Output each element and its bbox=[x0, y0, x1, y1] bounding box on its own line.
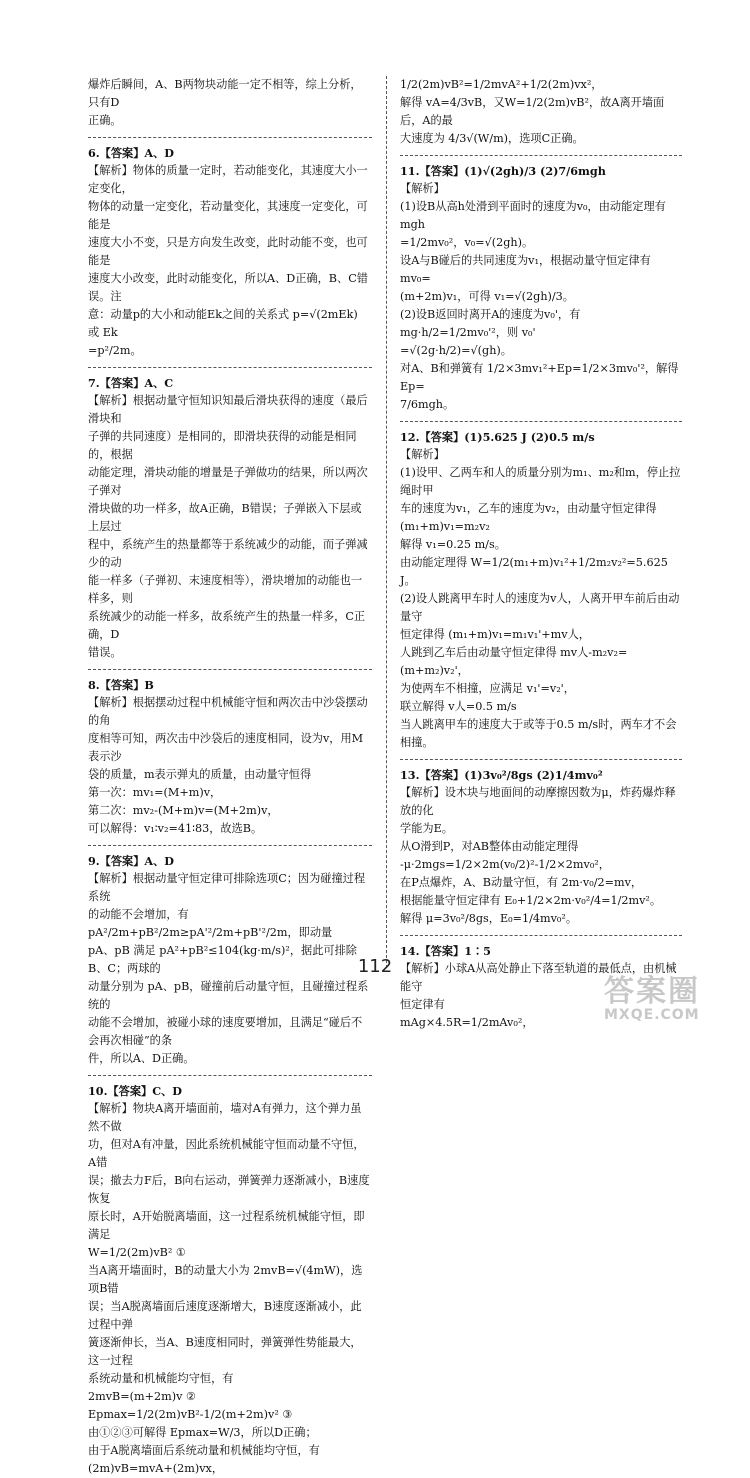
text-line: 解得 μ=3v₀²/8gs，E₀=1/4mv₀²。 bbox=[400, 912, 578, 925]
text-line: 程中，系统产生的热量都等于系统减少的动能，而子弹减少的动 bbox=[88, 538, 368, 569]
page-number: 112 bbox=[357, 956, 393, 977]
text-line: 由动能定理得 W=1/2(m₁+m)v₁²+1/2m₂v₂²=5.625 J。 bbox=[400, 556, 668, 587]
section-divider bbox=[88, 137, 372, 138]
text-line: 【解析】根据动量守恒知识知最后滑块获得的速度（最后滑块和 bbox=[88, 394, 368, 425]
text-line: 能一样多（子弹初、末速度相等），滑块增加的动能也一样多，则 bbox=[88, 574, 363, 605]
text-line: 1/2(2m)vB²=1/2mvA²+1/2(2m)vx²， bbox=[400, 78, 603, 91]
text-line: -μ·2mgs=1/2×2m(v₀/2)²-1/2×2mv₀²， bbox=[400, 858, 610, 871]
text-line: 【解析】根据动量守恒定律可排除选项C；因为碰撞过程系统 bbox=[88, 872, 366, 903]
question-8 bbox=[88, 676, 372, 838]
right-column bbox=[400, 76, 682, 1032]
text-line: 当人跳离甲车的速度大于或等于0.5 m/s时，两车才不会相撞。 bbox=[400, 718, 677, 749]
question-6 bbox=[88, 144, 372, 360]
intro-block bbox=[88, 76, 372, 130]
text-line: 解得 v₁=0.25 m/s。 bbox=[400, 538, 506, 551]
text-line: 滑块做的功一样多，故A正确，B错误；子弹嵌入下层或上层过 bbox=[88, 502, 362, 533]
text-line: 动量分别为 pA、pB，碰撞前后动量守恒，且碰撞过程系统的 bbox=[88, 980, 369, 1011]
watermark-url: MXQE.COM bbox=[604, 1007, 700, 1023]
text-line: (2)设人跳离甲车时人的速度为v人，人离开甲车前后由动量守 bbox=[400, 592, 680, 623]
text-line: 错误。 bbox=[88, 646, 122, 659]
answer-line: 7.【答案】A、C bbox=[88, 376, 174, 390]
text-line: 意：动量p的大小和动能Ek之间的关系式 p=√(2mEk) 或 Ek bbox=[88, 308, 358, 339]
text-line: 误；撤去力F后，B向右运动，弹簧弹力逐渐减小，B速度恢复 bbox=[88, 1174, 370, 1205]
text-line: 动能不会增加，被碰小球的速度要增加，且满足“碰后不会再次相碰”的条 bbox=[88, 1016, 363, 1047]
answer-line: 13.【答案】(1)3v₀²/8gs (2)1/4mv₀² bbox=[400, 768, 603, 782]
text-line: 第一次：mv₁=(M+m)v， bbox=[88, 786, 222, 799]
question-11 bbox=[400, 162, 682, 414]
text-line: 的动能不会增加，有 pA²/2m+pB²/2m≥pA'²/2m+pB'²/2m，即动量 bbox=[88, 908, 333, 939]
text-line: 【解析】物块A离开墙面前，墙对A有弹力，这个弹力虽然不做 bbox=[88, 1102, 362, 1133]
question-13 bbox=[400, 766, 682, 928]
text-line: (m+2m)v₁，可得 v₁=√(2gh)/3。 bbox=[400, 290, 574, 303]
watermark-logo bbox=[604, 974, 744, 1023]
text-line: =p²/2m。 bbox=[88, 344, 142, 357]
text-line: 可以解得：v₁∶v₂=41∶83，故选B。 bbox=[88, 822, 263, 835]
text-line: Epmax=1/2(2m)vB²-1/2(m+2m)v² ③ bbox=[88, 1408, 293, 1421]
text-line: 在P点爆炸，A、B动量守恒，有 2m·v₀/2=mv， bbox=[400, 876, 643, 889]
text-line: 系统动量和机械能均守恒，有 bbox=[88, 1372, 234, 1385]
text-line: 第二次：mv₂-(M+m)v=(M+2m)v， bbox=[88, 804, 279, 817]
section-divider bbox=[88, 367, 372, 368]
section-divider bbox=[88, 669, 372, 670]
text-line: 根据能量守恒定律有 E₀+1/2×2m·v₀²/4=1/2mv²。 bbox=[400, 894, 662, 907]
text-line: 解得 vA=4/3vB，又W=1/2(2m)vB²，故A离开墙面后，A的最 bbox=[400, 96, 665, 127]
text-line: 子弹的共同速度）是相同的，即滑块获得的动能是相同的，根据 bbox=[88, 430, 357, 461]
text-line: pA、pB 满足 pA²+pB²≤104(kg·m/s)²，据此可排除B、C；两球的 bbox=[88, 944, 357, 975]
text-line: 动能定理，滑块动能的增量是子弹做功的结果，所以两次子弹对 bbox=[88, 466, 368, 497]
text-line: 度相等可知，两次击中沙袋后的速度相同，设为v，用M表示沙 bbox=[88, 732, 364, 763]
text-line: =1/2mv₀²，v₀=√(2gh)。 bbox=[400, 236, 534, 249]
text-line: 由①②③可解得 Epmax=W/3，所以D正确； bbox=[88, 1426, 317, 1439]
text-line: 7/6mgh。 bbox=[400, 398, 455, 411]
answer-line: 14.【答案】1∶5 bbox=[400, 944, 491, 958]
text-line: W=1/2(2m)vB² ① bbox=[88, 1246, 186, 1259]
section-divider bbox=[88, 845, 372, 846]
column-divider bbox=[386, 76, 387, 968]
text-line: 由于A脱离墙面后系统动量和机械能均守恒，有 bbox=[88, 1444, 320, 1457]
text-line: 当A离开墙面时，B的动量大小为 2mvB=√(4mW)，选项B错 bbox=[88, 1264, 363, 1295]
text-line: 【解析】设木块与地面间的动摩擦因数为μ，炸药爆炸释放的化 bbox=[400, 786, 676, 817]
text-line: 物体的动量一定变化，若动量变化，其速度一定变化，可能是 bbox=[88, 200, 368, 231]
answer-line: 11.【答案】(1)√(2gh)/3 (2)7/6mgh bbox=[400, 164, 606, 178]
text-line: 车的速度为v₁，乙车的速度为v₂，由动量守恒定律得 bbox=[400, 502, 657, 515]
watermark-main: 答案圈 bbox=[604, 974, 700, 1009]
text-line: 原长时，A开始脱离墙面，这一过程系统机械能守恒，即满足 bbox=[88, 1210, 365, 1241]
section-divider bbox=[400, 759, 682, 760]
text-line: 速度大小改变，此时动能变化，所以A、D正确，B、C错误。注 bbox=[88, 272, 368, 303]
text-line: 【解析】物体的质量一定时，若动能变化，其速度大小一定变化， bbox=[88, 164, 368, 195]
text-line: 件，所以A、D正确。 bbox=[88, 1052, 195, 1065]
text-line: (1)设甲、乙两车和人的质量分别为m₁、m₂和m，停止拉绳时甲 bbox=[400, 466, 681, 497]
text-line: 人跳到乙车后由动量守恒定律得 mv人-m₂v₂=(m+m₂)v₂'， bbox=[400, 646, 628, 677]
answer-line: 10.【答案】C、D bbox=[88, 1084, 183, 1098]
text-line: 学能为E。 bbox=[400, 822, 453, 835]
text-line: 为使两车不相撞，应满足 v₁'=v₂'， bbox=[400, 682, 575, 695]
text-line: 从O滑到P，对AB整体由动能定理得 bbox=[400, 840, 579, 853]
text-line: (m₁+m)v₁=m₂v₂ bbox=[400, 520, 490, 533]
text-line: 恒定律有 bbox=[400, 998, 445, 1011]
question-10-continued bbox=[400, 76, 682, 148]
answer-line: 9.【答案】A、D bbox=[88, 854, 174, 868]
question-12 bbox=[400, 428, 682, 752]
text-line: (1)设B从高h处滑到平面时的速度为v₀，由动能定理有 mgh bbox=[400, 200, 666, 231]
text-line: 簧逐渐伸长，当A、B速度相同时，弹簧弹性势能最大，这一过程 bbox=[88, 1336, 362, 1367]
text-line: 对A、B和弹簧有 1/2×3mv₁²+Ep=1/2×3mv₀'²，解得 Ep= bbox=[400, 362, 679, 393]
text-line: =√(2g·h/2)=√(gh)。 bbox=[400, 344, 512, 357]
text-line: 速度大小不变，只是方向发生改变，此时动能不变，也可能是 bbox=[88, 236, 368, 267]
section-divider bbox=[400, 155, 682, 156]
text-line: (2)设B返回时离开A的速度为v₀'，有 mg·h/2=1/2mv₀'²，则 v₀' bbox=[400, 308, 581, 339]
text-line: 大速度为 4/3√(W/m)，选项C正确。 bbox=[400, 132, 584, 145]
left-column bbox=[88, 76, 372, 1478]
answer-line: 6.【答案】A、D bbox=[88, 146, 174, 160]
text-line: 恒定律得 (m₁+m)v₁=m₁v₁'+mv人， bbox=[400, 628, 590, 641]
text-line: 系统减少的动能一样多，故系统产生的热量一样多，C正确，D bbox=[88, 610, 366, 641]
question-7 bbox=[88, 374, 372, 662]
text-line: (2m)vB=mvA+(2m)vx， bbox=[88, 1462, 224, 1475]
section-divider bbox=[400, 421, 682, 422]
text-line: 袋的质量，m表示弹丸的质量，由动量守恒得 bbox=[88, 768, 312, 781]
text-line: 【解析】 bbox=[400, 448, 445, 461]
text-line: 误；当A脱离墙面后速度逐渐增大，B速度逐渐减小，此过程中弹 bbox=[88, 1300, 362, 1331]
text-line: 【解析】 bbox=[400, 182, 445, 195]
text-line: 设A与B碰后的共同速度为v₁，根据动量守恒定律有 mv₀= bbox=[400, 254, 651, 285]
answer-line: 8.【答案】B bbox=[88, 678, 154, 692]
section-divider bbox=[88, 1075, 372, 1076]
text-line: 【解析】小球A从高处静止下落至轨道的最低点，由机械能守 bbox=[400, 962, 677, 993]
section-divider bbox=[400, 935, 682, 936]
text-line: 正确。 bbox=[88, 114, 122, 127]
text-line: mAg×4.5R=1/2mAv₀²， bbox=[400, 1016, 534, 1029]
text-line: 联立解得 v人=0.5 m/s bbox=[400, 700, 517, 713]
text-line: 爆炸后瞬间，A、B两物块动能一定不相等，综上分析，只有D bbox=[88, 78, 362, 109]
text-line: 2mvB=(m+2m)v ② bbox=[88, 1390, 196, 1403]
question-10 bbox=[88, 1082, 372, 1478]
text-line: 功，但对A有冲量，因此系统机械能守恒而动量不守恒，A错 bbox=[88, 1138, 365, 1169]
answer-line: 12.【答案】(1)5.625 J (2)0.5 m/s bbox=[400, 430, 595, 444]
text-line: 【解析】根据摆动过程中机械能守恒和两次击中沙袋摆动的角 bbox=[88, 696, 368, 727]
